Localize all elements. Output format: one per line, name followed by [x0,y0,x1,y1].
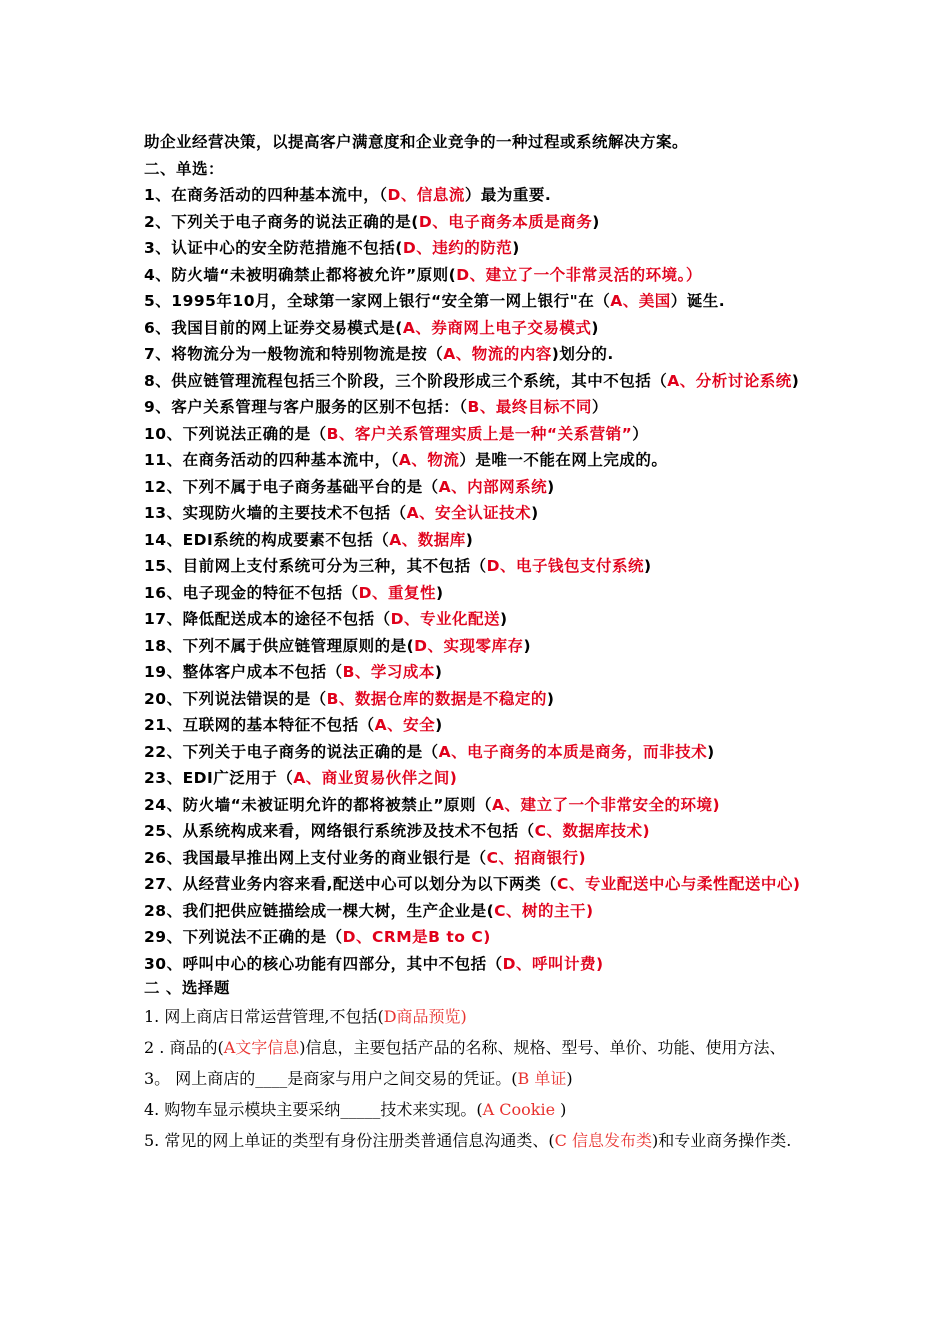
question-suffix: ) [643,557,652,575]
question-suffix: ) [435,583,444,602]
question-suffix: ) [707,742,715,761]
answer-text: D、违约的防范 [402,239,513,257]
question-item [144,739,904,766]
question-suffix: ) [555,1100,567,1119]
question-suffix: ）诞生. [670,292,726,310]
answer-text: B、学习成本 [342,663,435,681]
question-item [144,951,904,978]
intro-text: 助企业经营决策，以提高客户满意度和企业竞争的一种过程或系统解决方案。 [144,133,689,151]
question-suffix: ) [434,663,443,681]
answer-text: A、建立了一个非常安全的环境) [491,795,721,814]
question-item [144,1032,904,1063]
question-suffix: ) [546,689,555,708]
question-text: 15、目前网上支付系统可分为三种，其不包括（ [144,557,487,575]
question-suffix: ) [531,504,539,522]
answer-text: A、安全 [374,716,436,734]
question-item [144,633,904,660]
answer-text: D、专业化配送 [390,610,500,628]
question-item [144,209,904,236]
question-suffix: ）最为重要. [464,186,552,204]
answer-text: C、树的主干) [494,901,594,920]
question-text: 7、将物流分为一般物流和特别物流是按（ [144,345,444,363]
question-text: 5. 常见的网上单证的类型有身份注册类普通信息沟通类、( [144,1131,555,1150]
question-suffix: )和专业商务操作类. [651,1131,792,1150]
question-item [144,818,904,845]
question-text: 3、认证中心的安全防范措施不包括( [144,239,403,257]
question-item [144,1001,904,1032]
answer-text: D、实现零库存 [414,636,524,655]
question-text: 11、在商务活动的四种基本流中，（ [144,451,399,469]
answer-text: A、美国 [610,292,671,310]
answer-text: D、呼叫计费) [502,954,604,973]
answer-text: A、数据库 [389,530,466,549]
answer-text: D、CRM是B to C) [342,928,491,946]
question-text: 13、实现防火墙的主要技术不包括（ [144,504,407,522]
single-choice-list [144,182,904,977]
question-item [144,500,904,527]
question-suffix: ) [547,477,555,496]
answer-text: C、数据库技术) [534,822,651,840]
answer-text: B、数据仓库的数据是不稳定的 [326,689,547,708]
answer-text: A、电子商务的本质是商务，而非技术 [438,742,708,761]
answer-text: B、客户关系管理实质上是一种“关系营销” [326,424,633,443]
question-text: 8、供应链管理流程包括三个阶段，三个阶段形成三个系统，其中不包括（ [144,371,668,390]
answer-text: D、重复性 [358,583,436,602]
question-text: 28、我们把供应链描绘成一棵大树，生产企业是( [144,901,495,920]
question-item [144,580,904,607]
question-item [144,235,904,262]
answer-text: A、商业贸易伙伴之间) [293,769,458,787]
question-item [144,659,904,686]
question-text: 17、降低配送成本的途径不包括（ [144,610,391,628]
question-item [144,341,904,368]
question-text: 22、下列关于电子商务的说法正确的是（ [144,742,439,761]
answer-text: D、电子商务本质是商务 [418,212,593,231]
answer-text: C、招商银行) [486,848,587,867]
question-item [144,421,904,448]
question-text: 9、客户关系管理与客户服务的区别不包括：（ [144,398,468,416]
answer-text: C 信息发布类 [554,1131,652,1150]
question-text: 27、从经营业务内容来看,配送中心可以划分为以下两类（ [144,875,557,893]
answer-text: A、安全认证技术 [406,504,532,522]
question-suffix: ） [591,398,608,416]
question-item [144,712,904,739]
question-item [144,1125,889,1156]
question-suffix: )划分的. [551,345,614,363]
question-item [144,1094,904,1125]
answer-text: A、物流的内容 [443,345,552,363]
answer-text: A、内部网系统 [438,477,548,496]
answer-text: A、券商网上电子交易模式 [402,318,592,337]
question-suffix: ）是唯一不能在网上完成的。 [459,451,668,469]
answer-text: B、最终目标不同 [467,398,592,416]
question-item [144,686,904,713]
document-body [144,129,904,1156]
question-item [144,474,904,501]
question-item [144,924,904,951]
question-item [144,553,904,580]
section-heading-single-choice: 二、单选： [144,159,225,178]
question-text: 16、电子现金的特征不包括（ [144,583,359,602]
answer-text: A、物流 [398,451,460,469]
question-text: 2 . 商品的( [144,1038,224,1057]
question-item [144,368,904,395]
question-suffix: ) [465,530,474,549]
question-item [144,315,904,342]
question-text: 2、下列关于电子商务的说法正确的是( [144,212,419,231]
question-text: 1. 网上商店日常运营管理,不包括( [144,1007,384,1026]
question-item [144,792,904,819]
section-heading-choice: 二 、选择题 [144,979,230,997]
answer-text: D、电子钱包支付系统 [486,557,644,575]
question-item [144,394,904,421]
question-suffix: ) [523,636,532,655]
question-text: 6、我国目前的网上证券交易模式是( [144,318,403,337]
question-text: 5、1995年10月，全球第一家网上银行“安全第一网上银行"在（ [144,292,611,310]
answer-text: A、分析讨论系统 [667,371,792,390]
question-item [144,845,904,872]
question-text: 26、我国最早推出网上支付业务的商业银行是（ [144,848,487,867]
question-suffix: ) [512,239,520,257]
question-text: 19、整体客户成本不包括（ [144,663,343,681]
answer-text: A Cookie [482,1100,556,1119]
question-suffix: )信息，主要包括产品的名称、规格、型号、单价、功能、使用方法、 [299,1038,786,1057]
answer-text: D商品预览) [383,1007,467,1026]
question-item [144,288,904,315]
question-text: 4、防火墙“未被明确禁止都将被允许”原则( [144,265,457,284]
question-text: 24、防火墙“未被证明允许的都将被禁止”原则（ [144,795,492,814]
question-text: 20、下列说法错误的是（ [144,689,327,708]
question-suffix: ) [499,610,508,628]
question-item [144,182,904,209]
answer-text: A文字信息 [223,1038,300,1057]
answer-text: C、专业配送中心与柔性配送中心) [556,875,801,893]
question-item [144,527,904,554]
question-suffix: ) [591,318,599,337]
question-text: 14、EDI系统的构成要素不包括（ [144,530,390,549]
question-item [144,606,904,633]
answer-text: D、信息流 [387,186,465,204]
question-text: 21、互联网的基本特征不包括（ [144,716,375,734]
question-item [144,447,904,474]
choice-question-list [144,1001,904,1156]
question-text: 1、在商务活动的四种基本流中，（ [144,186,388,204]
question-text: 25、从系统构成来看，网络银行系统涉及技术不包括（ [144,822,535,840]
question-text: 3。 网上商店的____是商家与用户之间交易的凭证。( [144,1069,518,1088]
question-item [144,262,904,289]
question-item [144,871,904,898]
question-suffix: ) [435,716,443,734]
question-text: 23、EDI广泛用于（ [144,769,294,787]
question-suffix: ) [592,212,600,231]
question-item [144,765,904,792]
question-item [144,898,904,925]
question-text: 30、呼叫中心的核心功能有四部分，其中不包括（ [144,954,503,973]
question-text: 4. 购物车显示模块主要采纳_____技术来实现。( [144,1100,483,1119]
question-suffix: ） [632,424,649,443]
answer-text: D、建立了一个非常灵活的环境。） [456,265,702,284]
question-suffix: ) [566,1069,573,1088]
question-text: 10、下列说法正确的是（ [144,424,327,443]
question-text: 18、下列不属于供应链管理原则的是( [144,636,415,655]
answer-text: B 单证 [517,1069,567,1088]
question-text: 29、下列说法不正确的是（ [144,928,343,946]
question-item [144,1063,904,1094]
question-text: 12、下列不属于电子商务基础平台的是（ [144,477,439,496]
question-suffix: ) [791,371,800,390]
